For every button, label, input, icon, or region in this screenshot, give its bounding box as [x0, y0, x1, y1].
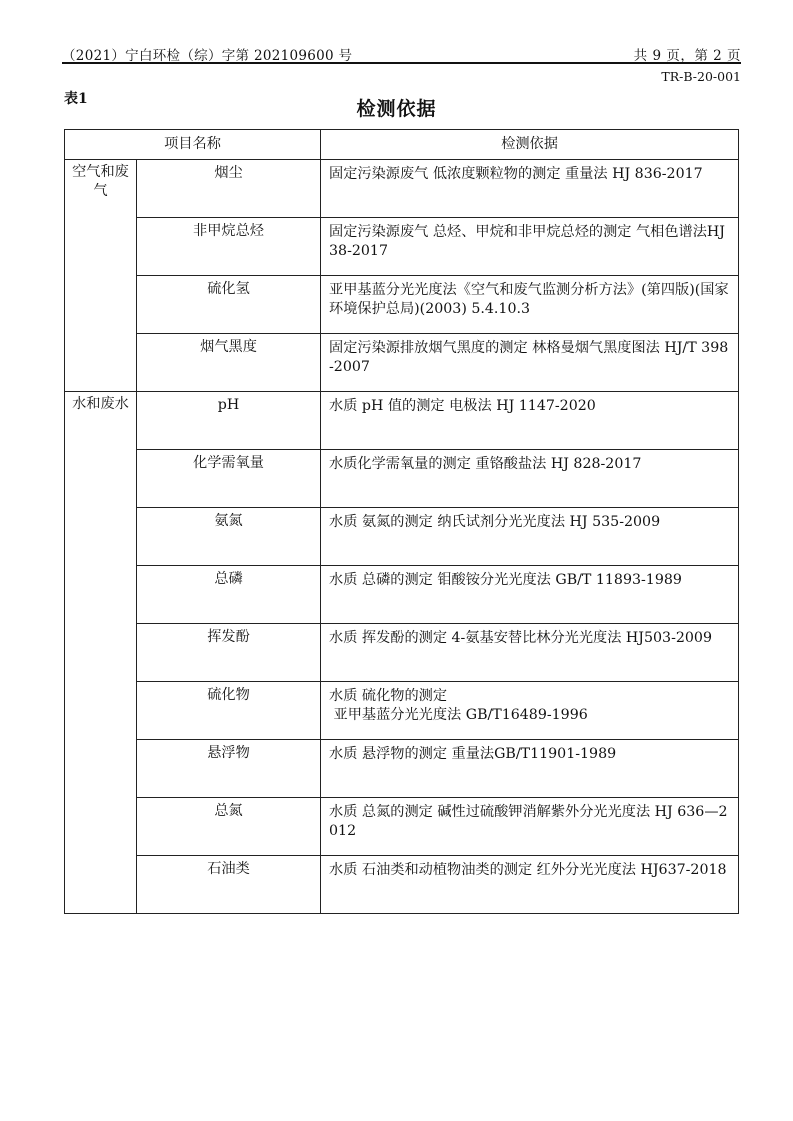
item-cell: 化学需氧量 — [137, 450, 321, 508]
method-cell: 水质 石油类和动植物油类的测定 红外分光光度法 HJ637-2018 — [321, 856, 739, 914]
item-cell: 悬浮物 — [137, 740, 321, 798]
item-cell: 石油类 — [137, 856, 321, 914]
item-cell: 烟气黑度 — [137, 334, 321, 392]
basis-table — [64, 129, 739, 914]
report-number: （2021）宁白环检（综）字第 202109600 号 — [62, 48, 353, 64]
table-label: 表1 — [64, 91, 88, 107]
table-row — [65, 218, 739, 276]
column-header-item: 项目名称 — [65, 130, 321, 160]
table-row — [65, 334, 739, 392]
table-row — [65, 798, 739, 856]
table-row — [65, 624, 739, 682]
item-cell: 氨氮 — [137, 508, 321, 566]
table-row — [65, 566, 739, 624]
table-row — [65, 508, 739, 566]
document-code: TR-B-20-001 — [661, 69, 741, 84]
method-cell: 水质 悬浮物的测定 重量法GB/T11901-1989 — [321, 740, 739, 798]
category-cell: 空气和废气 — [65, 160, 137, 392]
item-cell: pH — [137, 392, 321, 450]
method-cell: 水质 硫化物的测定 亚甲基蓝分光光度法 GB/T16489-1996 — [321, 682, 739, 740]
item-cell: 硫化氢 — [137, 276, 321, 334]
method-cell: 固定污染源废气 低浓度颗粒物的测定 重量法 HJ 836-2017 — [321, 160, 739, 218]
category-cell: 水和废水 — [65, 392, 137, 914]
item-cell: 烟尘 — [137, 160, 321, 218]
method-cell: 水质 挥发酚的测定 4-氨基安替比林分光光度法 HJ503-2009 — [321, 624, 739, 682]
table-row — [65, 160, 739, 218]
header-rule — [62, 62, 741, 64]
item-cell: 硫化物 — [137, 682, 321, 740]
table-header-row — [65, 130, 739, 160]
item-cell: 挥发酚 — [137, 624, 321, 682]
table-row — [65, 740, 739, 798]
page-title: 检测依据 — [356, 98, 437, 120]
method-cell: 亚甲基蓝分光光度法《空气和废气监测分析方法》(第四版)(国家环境保护总局)(2003) 5.4.10.3 — [321, 276, 739, 334]
table-row — [65, 276, 739, 334]
method-cell: 水质 氨氮的测定 纳氏试剂分光光度法 HJ 535-2009 — [321, 508, 739, 566]
item-cell: 非甲烷总烃 — [137, 218, 321, 276]
method-cell: 水质化学需氧量的测定 重铬酸盐法 HJ 828-2017 — [321, 450, 739, 508]
column-header-method: 检测依据 — [321, 130, 739, 160]
table-row — [65, 856, 739, 914]
table-row — [65, 682, 739, 740]
page-info: 共 9 页，第 2 页 — [633, 48, 741, 64]
item-cell: 总氮 — [137, 798, 321, 856]
method-cell: 水质 pH 值的测定 电极法 HJ 1147-2020 — [321, 392, 739, 450]
table-row — [65, 450, 739, 508]
method-cell: 水质 总磷的测定 钼酸铵分光光度法 GB/T 11893-1989 — [321, 566, 739, 624]
item-cell: 总磷 — [137, 566, 321, 624]
method-cell: 固定污染源废气 总烃、甲烷和非甲烷总烃的测定 气相色谱法HJ 38-2017 — [321, 218, 739, 276]
table-row — [65, 392, 739, 450]
method-cell: 固定污染源排放烟气黑度的测定 林格曼烟气黑度图法 HJ/T 398-2007 — [321, 334, 739, 392]
method-cell: 水质 总氮的测定 碱性过硫酸钾消解紫外分光光度法 HJ 636—2012 — [321, 798, 739, 856]
